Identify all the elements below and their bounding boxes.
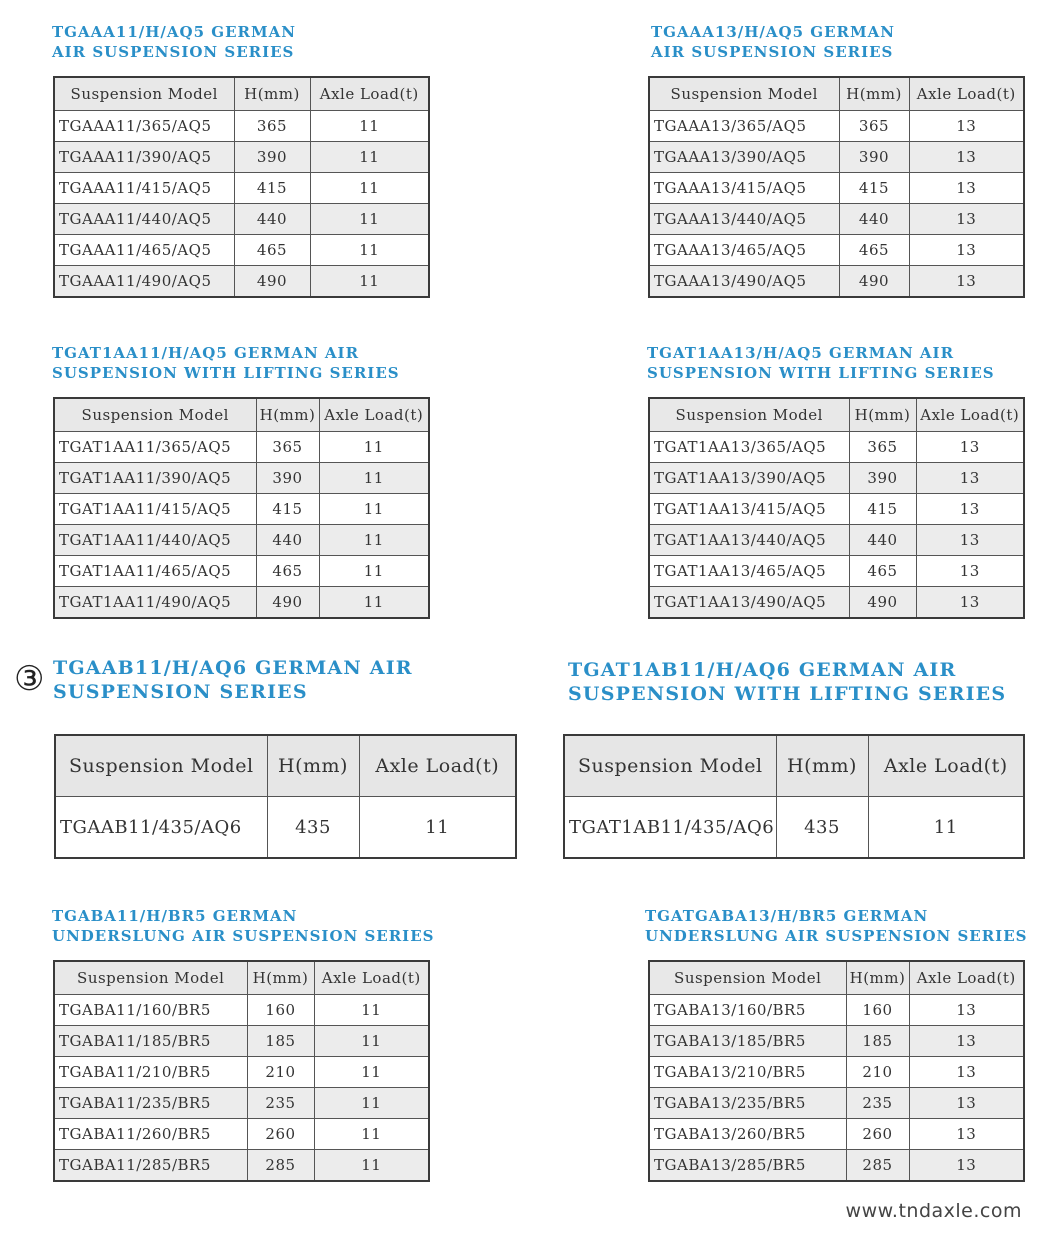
table-row — [649, 525, 1024, 556]
cell-model: TGABA11/185/BR5 — [54, 1026, 247, 1057]
cell-model: TGABA11/210/BR5 — [54, 1057, 247, 1088]
table-row — [649, 432, 1024, 463]
cell-model: TGAAA13/415/AQ5 — [649, 173, 839, 204]
table-row — [54, 1119, 429, 1150]
header-height: H(mm) — [839, 77, 909, 111]
cell-model: TGAT1AA13/365/AQ5 — [649, 432, 849, 463]
cell-height: 260 — [846, 1119, 909, 1150]
cell-height: 210 — [247, 1057, 314, 1088]
cell-axle-load: 13 — [909, 1057, 1024, 1088]
cell-model: TGAAA11/365/AQ5 — [54, 111, 234, 142]
section-heading-tgat1ab11 — [568, 658, 1006, 706]
cell-height: 210 — [846, 1057, 909, 1088]
spec-table-tgaba13 — [648, 960, 1025, 1182]
cell-height: 160 — [247, 995, 314, 1026]
table-header-row — [649, 77, 1024, 111]
cell-model: TGAT1AB11/435/AQ6 — [564, 797, 776, 859]
cell-height: 490 — [849, 587, 916, 619]
cell-model: TGAAA11/440/AQ5 — [54, 204, 234, 235]
heading-line: SUSPENSION WITH LIFTING SERIES — [647, 364, 995, 382]
spec-table-tgat1aa11 — [53, 397, 430, 619]
spec-table-tgat1aa13 — [648, 397, 1025, 619]
table-row — [54, 1026, 429, 1057]
cell-model: TGAAA11/415/AQ5 — [54, 173, 234, 204]
cell-model: TGAT1AA13/490/AQ5 — [649, 587, 849, 619]
table-row — [649, 204, 1024, 235]
cell-model: TGABA11/160/BR5 — [54, 995, 247, 1026]
heading-line: TGATGABA13/H/BR5 GERMAN — [645, 907, 929, 925]
header-axle-load: Axle Load(t) — [909, 961, 1024, 995]
header-axle-load: Axle Load(t) — [909, 77, 1024, 111]
table-row — [649, 266, 1024, 298]
section-heading-tgaab11 — [53, 656, 413, 704]
cell-height: 490 — [234, 266, 310, 298]
table-row — [54, 494, 429, 525]
cell-axle-load: 11 — [314, 1088, 429, 1119]
cell-model: TGAT1AA11/415/AQ5 — [54, 494, 256, 525]
heading-line: TGAT1AA11/H/AQ5 GERMAN AIR — [52, 344, 360, 362]
spec-table-tgaab11 — [54, 734, 517, 859]
cell-model: TGABA11/285/BR5 — [54, 1150, 247, 1182]
heading-line: TGAAA13/H/AQ5 GERMAN — [651, 23, 895, 41]
cell-axle-load: 13 — [916, 494, 1024, 525]
table-row — [54, 1088, 429, 1119]
header-suspension-model: Suspension Model — [54, 398, 256, 432]
cell-axle-load: 13 — [909, 173, 1024, 204]
table-row — [54, 556, 429, 587]
cell-axle-load: 11 — [319, 556, 429, 587]
cell-axle-load: 11 — [310, 204, 429, 235]
cell-model: TGAT1AA11/440/AQ5 — [54, 525, 256, 556]
cell-axle-load: 13 — [909, 142, 1024, 173]
table-header-row — [54, 961, 429, 995]
table-row — [54, 995, 429, 1026]
cell-height: 285 — [846, 1150, 909, 1182]
table-header-row — [649, 398, 1024, 432]
cell-height: 365 — [839, 111, 909, 142]
header-suspension-model: Suspension Model — [649, 77, 839, 111]
cell-height: 390 — [256, 463, 319, 494]
heading-line: AIR SUSPENSION SERIES — [651, 43, 894, 61]
cell-axle-load: 11 — [319, 587, 429, 619]
heading-line: UNDERSLUNG AIR SUSPENSION SERIES — [645, 927, 1028, 945]
cell-model: TGABA13/285/BR5 — [649, 1150, 846, 1182]
cell-axle-load: 11 — [314, 1119, 429, 1150]
cell-axle-load: 13 — [916, 587, 1024, 619]
section-heading-tgaba11 — [52, 906, 434, 946]
table-header-row — [649, 961, 1024, 995]
heading-line: TGAT1AB11/H/AQ6 GERMAN AIR — [568, 659, 957, 681]
header-suspension-model: Suspension Model — [564, 735, 776, 797]
cell-model: TGAAA13/490/AQ5 — [649, 266, 839, 298]
header-height: H(mm) — [849, 398, 916, 432]
website-url: www.tndaxle.com — [845, 1200, 1022, 1222]
cell-height: 235 — [846, 1088, 909, 1119]
cell-axle-load: 13 — [909, 1150, 1024, 1182]
cell-height: 235 — [247, 1088, 314, 1119]
table-row — [649, 1088, 1024, 1119]
cell-height: 465 — [234, 235, 310, 266]
cell-height: 440 — [839, 204, 909, 235]
cell-height: 435 — [267, 797, 359, 859]
header-suspension-model: Suspension Model — [54, 77, 234, 111]
cell-model: TGABA13/260/BR5 — [649, 1119, 846, 1150]
cell-axle-load: 13 — [909, 111, 1024, 142]
cell-model: TGAAA13/465/AQ5 — [649, 235, 839, 266]
cell-height: 440 — [849, 525, 916, 556]
table-row — [54, 1057, 429, 1088]
cell-height: 465 — [256, 556, 319, 587]
table-row — [649, 1119, 1024, 1150]
cell-axle-load: 13 — [916, 463, 1024, 494]
cell-axle-load: 13 — [916, 525, 1024, 556]
cell-axle-load: 11 — [319, 463, 429, 494]
heading-line: SUSPENSION WITH LIFTING SERIES — [568, 683, 1007, 705]
section-number-badge: ③ — [14, 659, 45, 699]
cell-model: TGAAA11/465/AQ5 — [54, 235, 234, 266]
table-row — [54, 1150, 429, 1182]
cell-model: TGABA11/260/BR5 — [54, 1119, 247, 1150]
cell-axle-load: 11 — [314, 1026, 429, 1057]
table-row — [54, 525, 429, 556]
table-row — [54, 235, 429, 266]
spec-table-tgaaa13 — [648, 76, 1025, 298]
cell-axle-load: 11 — [314, 1057, 429, 1088]
table-row — [649, 556, 1024, 587]
heading-line: SUSPENSION WITH LIFTING SERIES — [52, 364, 400, 382]
table-row — [54, 266, 429, 298]
cell-height: 415 — [849, 494, 916, 525]
cell-model: TGABA13/235/BR5 — [649, 1088, 846, 1119]
cell-model: TGAAB11/435/AQ6 — [55, 797, 267, 859]
cell-height: 390 — [849, 463, 916, 494]
table-row — [564, 797, 1024, 859]
cell-height: 465 — [839, 235, 909, 266]
table-row — [649, 173, 1024, 204]
cell-axle-load: 11 — [314, 995, 429, 1026]
cell-height: 415 — [234, 173, 310, 204]
cell-axle-load: 11 — [319, 525, 429, 556]
cell-axle-load: 11 — [359, 797, 516, 859]
cell-model: TGAT1AA13/465/AQ5 — [649, 556, 849, 587]
cell-axle-load: 13 — [909, 1026, 1024, 1057]
cell-height: 160 — [846, 995, 909, 1026]
cell-height: 440 — [234, 204, 310, 235]
cell-axle-load: 13 — [916, 556, 1024, 587]
table-row — [55, 797, 516, 859]
table-row — [649, 587, 1024, 619]
heading-line: SUSPENSION SERIES — [53, 681, 308, 703]
table-row — [649, 463, 1024, 494]
header-axle-load: Axle Load(t) — [868, 735, 1024, 797]
cell-axle-load: 11 — [310, 235, 429, 266]
table-row — [54, 587, 429, 619]
cell-height: 185 — [247, 1026, 314, 1057]
cell-axle-load: 11 — [319, 432, 429, 463]
cell-model: TGAAA13/365/AQ5 — [649, 111, 839, 142]
cell-height: 390 — [839, 142, 909, 173]
cell-height: 490 — [839, 266, 909, 298]
cell-model: TGAT1AA11/465/AQ5 — [54, 556, 256, 587]
section-heading-tgatgaba13 — [645, 906, 1027, 946]
cell-axle-load: 13 — [909, 995, 1024, 1026]
header-height: H(mm) — [846, 961, 909, 995]
cell-axle-load: 11 — [319, 494, 429, 525]
header-suspension-model: Suspension Model — [55, 735, 267, 797]
section-heading-tgaaa11 — [52, 22, 296, 62]
table-row — [54, 111, 429, 142]
spec-table-tgaba11 — [53, 960, 430, 1182]
table-row — [649, 1150, 1024, 1182]
cell-model: TGAAA13/390/AQ5 — [649, 142, 839, 173]
cell-axle-load: 11 — [310, 266, 429, 298]
cell-model: TGAT1AA13/440/AQ5 — [649, 525, 849, 556]
cell-height: 390 — [234, 142, 310, 173]
header-height: H(mm) — [776, 735, 868, 797]
cell-model: TGAT1AA13/390/AQ5 — [649, 463, 849, 494]
heading-line: AIR SUSPENSION SERIES — [52, 43, 295, 61]
cell-height: 285 — [247, 1150, 314, 1182]
cell-model: TGAAA13/440/AQ5 — [649, 204, 839, 235]
header-height: H(mm) — [256, 398, 319, 432]
cell-axle-load: 13 — [909, 266, 1024, 298]
cell-model: TGAT1AA11/365/AQ5 — [54, 432, 256, 463]
header-axle-load: Axle Load(t) — [359, 735, 516, 797]
table-header-row — [55, 735, 516, 797]
heading-line: TGABA11/H/BR5 GERMAN — [52, 907, 298, 925]
cell-height: 435 — [776, 797, 868, 859]
table-header-row — [54, 77, 429, 111]
header-height: H(mm) — [247, 961, 314, 995]
table-row — [649, 142, 1024, 173]
table-row — [54, 432, 429, 463]
table-row — [649, 494, 1024, 525]
cell-model: TGABA11/235/BR5 — [54, 1088, 247, 1119]
cell-axle-load: 13 — [909, 1119, 1024, 1150]
cell-axle-load: 13 — [909, 204, 1024, 235]
header-suspension-model: Suspension Model — [54, 961, 247, 995]
cell-axle-load: 13 — [916, 432, 1024, 463]
header-axle-load: Axle Load(t) — [310, 77, 429, 111]
table-row — [649, 995, 1024, 1026]
cell-height: 415 — [839, 173, 909, 204]
header-axle-load: Axle Load(t) — [916, 398, 1024, 432]
cell-model: TGAT1AA11/490/AQ5 — [54, 587, 256, 619]
cell-axle-load: 11 — [314, 1150, 429, 1182]
heading-line: TGAAA11/H/AQ5 GERMAN — [52, 23, 296, 41]
heading-line: TGAAB11/H/AQ6 GERMAN AIR — [53, 657, 413, 679]
cell-axle-load: 11 — [310, 111, 429, 142]
cell-height: 365 — [849, 432, 916, 463]
cell-axle-load: 11 — [868, 797, 1024, 859]
cell-height: 260 — [247, 1119, 314, 1150]
spec-table-tgaaa11 — [53, 76, 430, 298]
cell-height: 365 — [234, 111, 310, 142]
table-header-row — [564, 735, 1024, 797]
table-row — [649, 111, 1024, 142]
cell-model: TGAT1AA13/415/AQ5 — [649, 494, 849, 525]
table-row — [649, 235, 1024, 266]
cell-height: 465 — [849, 556, 916, 587]
cell-model: TGAAA11/490/AQ5 — [54, 266, 234, 298]
section-heading-tgat1aa11 — [52, 343, 400, 383]
header-suspension-model: Suspension Model — [649, 961, 846, 995]
cell-model: TGABA13/210/BR5 — [649, 1057, 846, 1088]
table-row — [649, 1026, 1024, 1057]
spec-table-tgat1ab11 — [563, 734, 1025, 859]
header-height: H(mm) — [267, 735, 359, 797]
cell-model: TGAAA11/390/AQ5 — [54, 142, 234, 173]
section-heading-tgat1aa13 — [647, 343, 995, 383]
header-axle-load: Axle Load(t) — [319, 398, 429, 432]
table-row — [649, 1057, 1024, 1088]
cell-axle-load: 11 — [310, 142, 429, 173]
table-header-row — [54, 398, 429, 432]
cell-model: TGABA13/160/BR5 — [649, 995, 846, 1026]
header-suspension-model: Suspension Model — [649, 398, 849, 432]
heading-line: UNDERSLUNG AIR SUSPENSION SERIES — [52, 927, 435, 945]
cell-height: 440 — [256, 525, 319, 556]
section-heading-tgaaa13 — [651, 22, 895, 62]
cell-height: 185 — [846, 1026, 909, 1057]
cell-axle-load: 11 — [310, 173, 429, 204]
table-row — [54, 204, 429, 235]
header-axle-load: Axle Load(t) — [314, 961, 429, 995]
cell-height: 365 — [256, 432, 319, 463]
cell-axle-load: 13 — [909, 235, 1024, 266]
cell-model: TGAT1AA11/390/AQ5 — [54, 463, 256, 494]
cell-model: TGABA13/185/BR5 — [649, 1026, 846, 1057]
header-height: H(mm) — [234, 77, 310, 111]
heading-line: TGAT1AA13/H/AQ5 GERMAN AIR — [647, 344, 955, 362]
cell-height: 415 — [256, 494, 319, 525]
table-row — [54, 463, 429, 494]
table-row — [54, 173, 429, 204]
cell-height: 490 — [256, 587, 319, 619]
cell-axle-load: 13 — [909, 1088, 1024, 1119]
table-row — [54, 142, 429, 173]
